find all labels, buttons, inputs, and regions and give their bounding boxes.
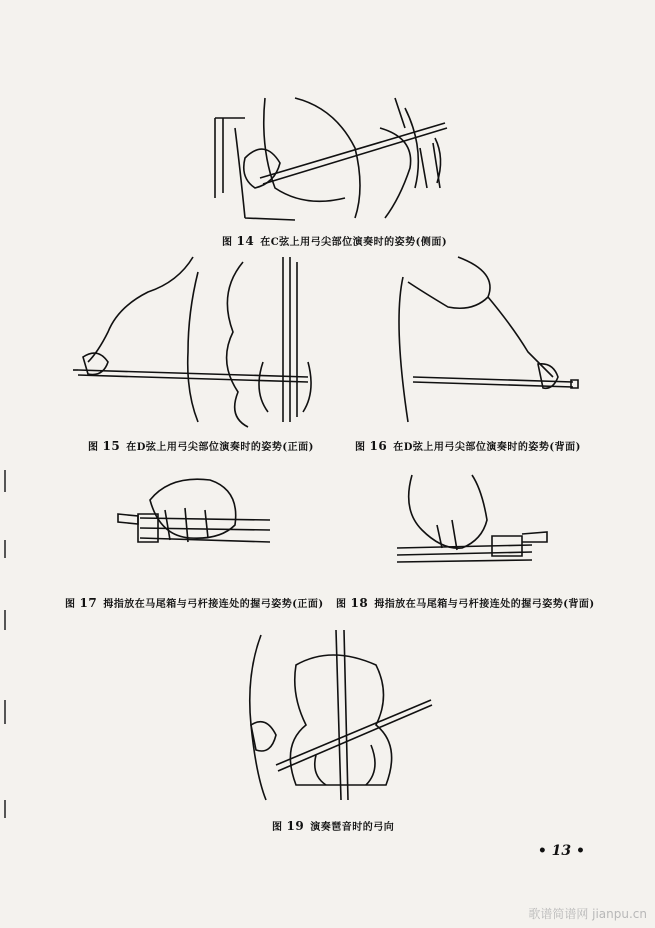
figure-text: 演奏琶音时的弓向 — [310, 822, 395, 833]
figure-14-caption — [222, 233, 447, 248]
figure-number: 19 — [286, 819, 305, 833]
figure-14-illustration — [205, 88, 465, 228]
figure-prefix: 图 — [355, 442, 366, 453]
figure-prefix: 图 — [222, 237, 233, 248]
figure-number: 17 — [79, 596, 98, 610]
figure-prefix: 图 — [336, 599, 347, 610]
figure-15-caption — [88, 438, 314, 453]
figure-16-caption — [355, 438, 581, 453]
figure-prefix: 图 — [272, 822, 283, 833]
figure-number: 16 — [369, 439, 388, 453]
figure-text: 拇指放在马尾箱与弓杆接连处的握弓姿势(正面) — [103, 599, 324, 610]
figure-text: 在D弦上用弓尖部位演奏时的姿势(正面) — [126, 442, 314, 453]
figure-prefix: 图 — [65, 599, 76, 610]
figure-18-illustration — [392, 470, 562, 580]
page-number: • 13 • — [537, 843, 585, 859]
figure-16-illustration — [378, 252, 588, 432]
figure-18-caption — [336, 595, 595, 610]
figure-text: 在C弦上用弓尖部位演奏时的姿势(侧面) — [260, 237, 448, 248]
margin-mark — [4, 470, 6, 492]
figure-15-illustration — [68, 252, 318, 432]
figure-text: 在D弦上用弓尖部位演奏时的姿势(背面) — [393, 442, 581, 453]
figure-text: 拇指放在马尾箱与弓杆接连处的握弓姿势(背面) — [374, 599, 595, 610]
figure-number: 15 — [102, 439, 121, 453]
margin-mark — [4, 610, 6, 630]
margin-mark — [4, 540, 6, 558]
margin-mark — [4, 700, 6, 724]
figure-17-illustration — [110, 470, 280, 560]
figure-prefix: 图 — [88, 442, 99, 453]
watermark: 歌谱简谱网 jianpu.cn — [528, 907, 647, 921]
figure-19-illustration — [236, 625, 436, 805]
figure-number: 14 — [236, 234, 255, 248]
figure-number: 18 — [350, 596, 369, 610]
margin-mark — [4, 800, 6, 818]
figure-19-caption — [272, 818, 394, 833]
figure-17-caption — [65, 595, 324, 610]
